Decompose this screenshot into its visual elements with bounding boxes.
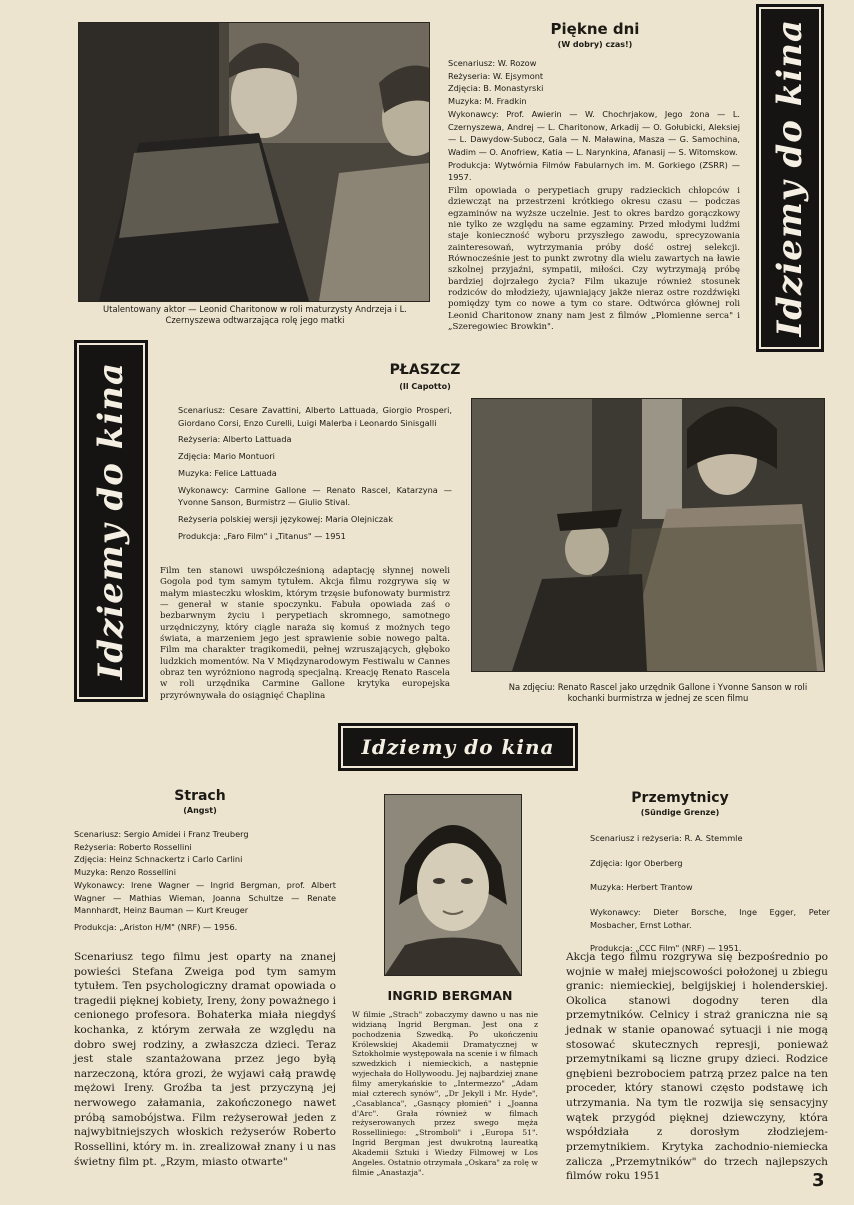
- subtitle-strach: (Angst): [183, 806, 217, 815]
- title-przemytnicy: Przemytnicy: [631, 790, 729, 806]
- subtitle-plaszcz: (Il Capotto): [399, 382, 451, 391]
- credit-line: Reżyseria polskiej wersji językowej: Maria Olejniczak: [178, 513, 393, 524]
- banner-label: Idziemy do kina: [361, 735, 555, 759]
- body-przemytnicy: Akcja tego filmu rozgrywa się bezpośrednio po wojnie w małej miejscowości położonej u zbiegu granic: niemieckiej, belgijskiej i holenderskiej. Okolica stanowi dogodny teren dla przemytników. Celnicy i straż graniczna nie są jednak w stanie opanować sytuacji i nie mogą stosować skutecznych represji, ponieważ przemytnikami są liczne grupy dzieci. Rodzice gnębieni bezrobociem patrzą przez palce na ten proceder, który stanowi często podstawę ich utrzymania. Na tym tle rozwija się sensacyjny wątek przygód pięknej dziewczyny, która współdziała z dorosłym złodziejem-przemytnikiem. Krytyka zachodnio-niemiecka zalicza „Przemytników" do trzech najlepszych filmów roku 1951: [566, 951, 828, 1183]
- page-number: 3: [812, 1170, 825, 1191]
- credit-line: Scenariusz i reżyseria: R. A. Stemmle: [590, 833, 743, 843]
- credit-line: Muzyka: Renzo Rossellini: [74, 867, 177, 878]
- title-piekne-dni: Piękne dni: [550, 20, 640, 38]
- banner-label: Idziemy do kina: [91, 362, 131, 680]
- credit-line: Zdjęcia: Igor Oberberg: [590, 857, 683, 868]
- credit-line: Produkcja: Wytwórnia Filmów Fabularnych im. M. Gorkiego (ZSRR) — 1957.: [448, 159, 740, 183]
- credit-line: Produkcja: „Faro Film" i „Titanus" — 1951: [178, 530, 346, 541]
- body-piekne-dni: Film opowiada o perypetiach grupy radzieckich chłopców i dziewcząt na przestrzeni krótkiego okresu czasu — podczas egzaminów na wyższe uczelnie. Jest to okres bardzo gorączkowy nie tylko ze względu na same egzaminy. Przed młodymi ludźmi staje konieczność wyboru przyszłego zawodu, sprecyzowania zainteresowań, wytrzymania próby dość ostrej selekcji. Równocześnie jest to punkt zwrotny dla wielu zawartych na ławie szkolnej przyjaźni, sympatii, miłości. Czy wytrzymają próbę bardziej dojrzałego życia? Film ukazuje również stosunek rodziców do młodzieży, ujawniający jakże nieraz ostre rozdźwięki pomiędzy tym co nowe a tym co stare. Odtwórca głównej roli Leonid Charitonow znany nam jest z filmów „Płomienne serca" i „Szeregowiec Browkin".: [448, 186, 740, 333]
- photo-ingrid-bergman: [384, 794, 522, 976]
- banner-label: Idziemy do kina: [770, 19, 810, 337]
- banner-idziemy-do-kina-top-right: [756, 4, 824, 352]
- credit-line: Produkcja: „CCC Film" (NRF) — 1951.: [590, 942, 742, 953]
- credits-piekne-dni: [448, 57, 740, 184]
- title-ingrid-bergman: INGRID BERGMAN: [387, 988, 513, 1003]
- title-strach: Strach: [174, 788, 226, 804]
- credit-line: Scenariusz: Sergio Amidei i Franz Treuberg: [74, 829, 249, 839]
- credit-line: Muzyka: M. Fradkin: [448, 96, 527, 107]
- credit-line: Zdjęcia: Mario Montuori: [178, 451, 275, 462]
- body-strach: Scenariusz tego filmu jest oparty na znanej powieści Stefana Zweiga pod tym samym tytułem. Ten psychologiczny dramat opowiada o tragedii pięknej kobiety, Ireny, żony poważnego i cenionego profesora. Bohaterka miała niegdyś kochanka, z którym zerwała ze względu na dobro swej rodziny, a zwłaszcza dzieci. Teraz jest stale szantażowana przez jego byłą narzeczoną, która grozi, że wyjawi całą prawdę mężowi Ireny. Groźba ta jest przyczyną jej nerwowego załamania, zakończonego nawet próbą samobójstwa. Film reżyserował jeden z najwybitniejszych włoskich reżyserów Roberto Rossellini, który m. in. zrealizował znany i u nas świetny film pt. „Rzym, miasto otwarte": [74, 951, 336, 1168]
- photo-piekne-dni: [78, 22, 430, 302]
- credit-line: Wykonawcy: Dieter Borsche, Inge Egger, Peter Mosbacher, Ernst Lothar.: [590, 907, 830, 930]
- caption-piekne-dni: Utalentowany aktor — Leonid Charitonow w roli maturzysty Andrzeja i L. Czernyszewa odtwarzająca rolę jego matki: [103, 304, 407, 325]
- title-plaszcz: PŁASZCZ: [389, 362, 461, 378]
- credits-przemytnicy: [590, 832, 830, 954]
- body-plaszcz: Film ten stanowi uwspółcześnioną adaptację słynnej noweli Gogola pod tym samym tytułem. Akcja filmu rozgrywa się w małym miasteczku włoskim, którym trzęsie bufonowaty burmistrz — generał w stanie spoczynku. Fabuła opowiada zaś o bezbarwnym życiu i perypetiach skromnego, samotnego urzędniczyny, który ciągle naraża się komuś z możnych tego świata, a marzeniem jego jest sprawienie sobie nowego palta. Film ma charakter tragikomedii, pełnej wzruszających, głęboko ludzkich momentów. Na V Międzynarodowym Festiwalu w Cannes obraz ten wyróżniono nagrodą specjalną. Kreację Renato Rascela w roli urzędnika Carmine Gallone krytyka europejska przyrównywała do osiągnięć Chaplina: [160, 566, 450, 701]
- banner-idziemy-do-kina-left: [74, 340, 148, 702]
- credit-line: Reżyseria: W. Ejsymont: [448, 70, 544, 81]
- credit-line: Muzyka: Herbert Trantow: [590, 882, 693, 893]
- caption-plaszcz: Na zdjęciu: Renato Rascel jako urzędnik Gallone i Yvonne Sanson w roli kochanki burmistrza w jednej ze scen filmu: [508, 682, 808, 703]
- credit-line: Scenariusz: Cesare Zavattini, Alberto Lattuada, Giorgio Prosperi, Giordano Corsi, Enzo Curelli, Luigi Malerba i Leonardo Sinisgalli: [178, 405, 452, 428]
- credit-line: Scenariusz: W. Rozow: [448, 58, 537, 68]
- credit-line: Zdjęcia: Heinz Schnackertz i Carlo Carlini: [74, 854, 243, 865]
- credit-line: Reżyseria: Roberto Rossellini: [74, 841, 192, 852]
- credit-line: Wykonawcy: Carmine Gallone — Renato Rascel, Katarzyna — Yvonne Sanson, Burmistrz — Giulio Stival.: [178, 484, 452, 508]
- credit-line: Produkcja: „Ariston H/M" (NRF) — 1956.: [74, 921, 238, 932]
- credits-strach: [74, 828, 336, 934]
- subtitle-przemytnicy: (Sündige Grenze): [640, 808, 720, 817]
- credit-line: Muzyka: Felice Lattuada: [178, 467, 277, 478]
- photo-plaszcz: [471, 398, 825, 672]
- subtitle-piekne-dni: (W dobry) czas!): [557, 40, 633, 49]
- body-ingrid-bergman: W filmie „Strach" zobaczymy dawno u nas nie widzianą Ingrid Bergman. Jest ona z pochodzenia Szwedką. Po ukończeniu Królewskiej Akademii Dramatycznej w Sztokholmie występowała na scenie i w filmach szwedzkich i niemieckich, a następnie wyjechała do Hollywoodu. Jej najbardziej znane filmy amerykańskie to „Intermezzo" „Adam miał czterech synów", „Dr Jekyll i Mr. Hyde", „Casablanca", „Gasnący płomień" i „Joanna d'Arc". Grała również w filmach reżyserowanych przez swego męża Rosselliniego: „Stromboli" i „Europa 51". Ingrid Bergman jest dwukrotną laureatką Akademii Sztuki i Wiedzy Filmowej w Los Angeles. Ostatnio otrzymała „Oskara" za rolę w filmie „Anastazja".: [352, 1010, 538, 1177]
- credit-line: Reżyseria: Alberto Lattuada: [178, 434, 292, 445]
- credit-line: Wykonawcy: Irene Wagner — Ingrid Bergman, prof. Albert Wagner — Mathias Wieman, Joanna Schultze — Renate Mannhardt, Heinz Bauman — Kurt Kreuger: [74, 879, 336, 916]
- credit-line: Zdjęcia: B. Monastyrski: [448, 83, 544, 94]
- credits-plaszcz: [178, 404, 452, 546]
- banner-idziemy-do-kina-center: [338, 723, 578, 771]
- credit-line: Wykonawcy: Prof. Awierin — W. Chochrjakow, Jego żona — L. Czernyszewa, Andrej — L. Charitonow, Arkadij — O. Gołubicki, Aleksiej — L. Dawydow-Subocz, Gala — N. Maławina, Masza — G. Samochina, Wadim — O. Anofriew, Katia — L. Narynkina, Afanasij — S. Witomskow.: [448, 108, 740, 157]
